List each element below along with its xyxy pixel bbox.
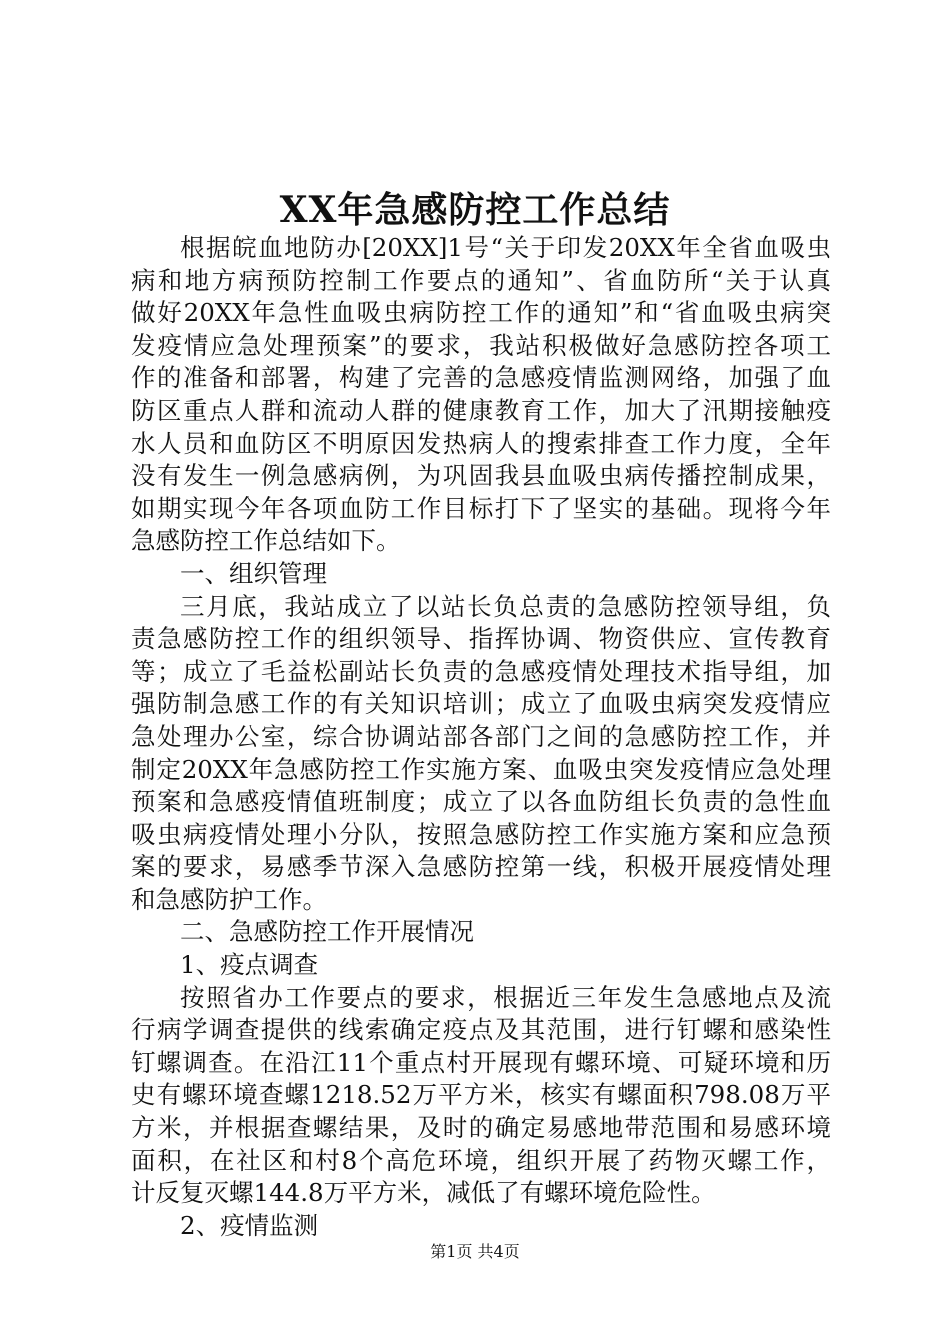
text-line: 做好20XX年急性血吸虫病防控工作的通知”和“省血吸虫病突 xyxy=(131,298,831,328)
text-line: 钉螺调查。在沿江11个重点村开展现有螺环境、可疑环境和历 xyxy=(131,1047,831,1077)
text-line: 按照省办工作要点的要求，根据近三年发生急感地点及流 xyxy=(180,982,831,1012)
text-line: 三月底，我站成立了以站长负总责的急感防控领导组，负 xyxy=(180,591,831,621)
text-line: 二、急感防控工作开展情况 xyxy=(180,917,474,947)
text-line: 面积，在社区和村8个高危环境，组织开展了药物灭螺工作， xyxy=(131,1145,831,1175)
text-line: 一、组织管理 xyxy=(180,558,327,588)
page-footer: 第1页 共4页 xyxy=(430,1242,520,1261)
document-title: XX年急感防控工作总结 xyxy=(279,189,671,231)
text-line: 根据皖血地防办[20XX]1号“关于印发20XX年全省血吸虫 xyxy=(180,233,831,262)
text-line: 案的要求，易感季节深入急感防控第一线，积极开展疫情处理 xyxy=(131,852,831,882)
document-body xyxy=(131,232,831,1242)
text-line: 和急感防护工作。 xyxy=(131,884,327,914)
text-line: 计反复灭螺144.8万平方米，减低了有螺环境危险性。 xyxy=(131,1178,716,1208)
text-line: 史有螺环境查螺1218.52万平方米，核实有螺面积798.08万平 xyxy=(131,1080,831,1110)
text-line: 病和地方病预防控制工作要点的通知”、省血防所“关于认真 xyxy=(131,265,831,295)
text-line: 急处理办公室，综合协调站部各部门之间的急感防控工作，并 xyxy=(131,721,831,751)
text-line: 1、疫点调查 xyxy=(180,950,319,980)
text-line: 方米，并根据查螺结果，及时的确定易感地带范围和易感环境 xyxy=(131,1113,831,1143)
text-line: 强防制急感工作的有关知识培训；成立了血吸虫病突发疫情应 xyxy=(131,689,831,719)
text-line: 如期实现今年各项血防工作目标打下了坚实的基础。现将今年 xyxy=(131,493,831,523)
text-line: 水人员和血防区不明原因发热病人的搜索排查工作力度，全年 xyxy=(131,428,831,458)
text-line: 吸虫病疫情处理小分队，按照急感防控工作实施方案和应急预 xyxy=(131,819,831,849)
text-line: 没有发生一例急感病例，为巩固我县血吸虫病传播控制成果， xyxy=(131,461,831,491)
text-line: 2、疫情监测 xyxy=(180,1210,319,1240)
text-line: 行病学调查提供的线索确定疫点及其范围，进行钉螺和感染性 xyxy=(131,1015,831,1045)
text-line: 防区重点人群和流动人群的健康教育工作，加大了汛期接触疫 xyxy=(131,395,831,425)
text-line: 等；成立了毛益松副站长负责的急感疫情处理技术指导组，加 xyxy=(131,656,831,686)
text-line: 作的准备和部署，构建了完善的急感疫情监测网络，加强了血 xyxy=(131,363,831,393)
text-line: 制定20XX年急感防控工作实施方案、血吸虫突发疫情应急处理 xyxy=(131,754,831,784)
text-line: 预案和急感疫情值班制度；成立了以各血防组长负责的急性血 xyxy=(131,787,831,817)
text-line: 急感防控工作总结如下。 xyxy=(131,526,401,556)
text-line: 责急感防控工作的组织领导、指挥协调、物资供应、宣传教育 xyxy=(131,624,831,654)
text-line: 发疫情应急处理预案”的要求，我站积极做好急感防控各项工 xyxy=(131,330,831,360)
